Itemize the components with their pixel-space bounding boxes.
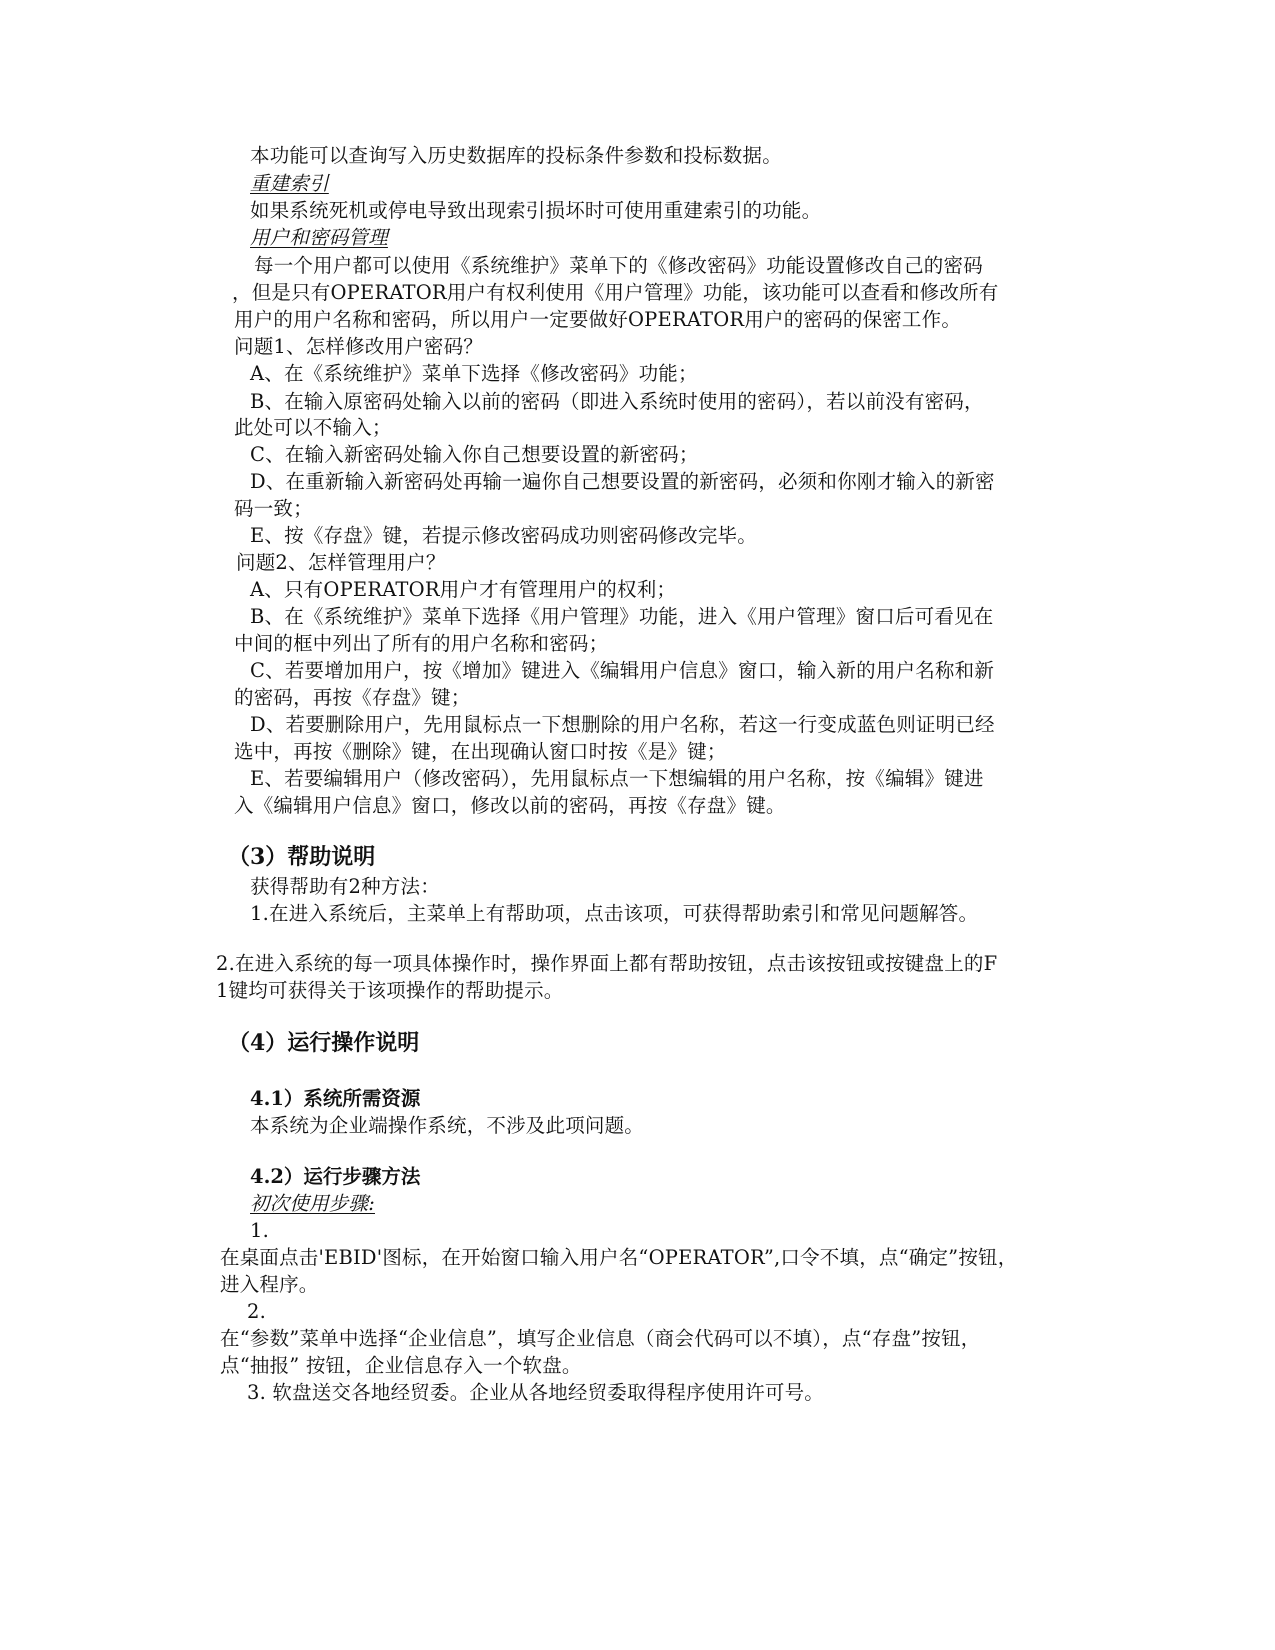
q2-step-c-line1: C、若要增加用户，按《增加》键进入《编辑用户信息》窗口，输入新的用户名称和新: [250, 659, 995, 682]
rebuild-index-heading: 重建索引: [250, 172, 329, 195]
q2-step-b-line2: 中间的框中列出了所有的用户名称和密码；: [234, 632, 609, 655]
step-1-line2: 进入程序。: [220, 1273, 319, 1296]
rebuild-index-text: 如果系统死机或停电导致出现索引损坏时可使用重建索引的功能。: [250, 199, 822, 222]
q2-step-d-line2: 选中，再按《删除》键，在出现确认窗口时按《是》键；: [234, 740, 727, 763]
user-password-heading: 用户和密码管理: [250, 226, 388, 249]
step-2-line1: 在“参数”菜单中选择“企业信息”，填写企业信息（商会代码可以不填），点“存盘”按钮，: [220, 1327, 981, 1350]
q1-step-b-line1: B、在输入原密码处输入以前的密码（即进入系统时使用的密码），若以前没有密码，: [250, 390, 984, 413]
q1-step-c: C、在输入新密码处输入你自己想要设置的新密码；: [250, 443, 699, 466]
user-password-text-1: 每一个用户都可以使用《系统维护》菜单下的《修改密码》功能设置修改自己的密码: [254, 254, 983, 277]
step-1-number: 1.: [250, 1219, 270, 1242]
help-method-2-line1: 2.在进入系统的每一项具体操作时，操作界面上都有帮助按钮，点击该按钮或按键盘上的F: [216, 952, 998, 975]
q1-step-d-line2: 码一致；: [234, 497, 313, 520]
question-2-title: 问题2、怎样管理用户？: [236, 551, 446, 574]
section-4-2-heading: 4.2）运行步骤方法: [250, 1165, 421, 1188]
help-method-2-line2: 1键均可获得关于该项操作的帮助提示。: [216, 979, 564, 1002]
q1-step-b-line2: 此处可以不输入；: [234, 416, 392, 439]
first-use-heading: 初次使用步骤:: [250, 1192, 375, 1215]
section-4-1-heading: 4.1）系统所需资源: [250, 1087, 421, 1110]
run-heading: （4）运行操作说明: [228, 1030, 420, 1056]
query-history-text: 本功能可以查询写入历史数据库的投标条件参数和投标数据。: [250, 144, 782, 167]
q2-step-e-line1: E、若要编辑用户（修改密码），先用鼠标点一下想编辑的用户名称，按《编辑》键进: [250, 767, 984, 790]
q2-step-b-line1: B、在《系统维护》菜单下选择《用户管理》功能，进入《用户管理》窗口后可看见在: [250, 605, 994, 628]
q1-step-d-line1: D、在重新输入新密码处再输一遍你自己想要设置的新密码，必须和你刚才输入的新密: [250, 470, 995, 493]
help-heading: （3）帮助说明: [228, 844, 376, 870]
step-1-line1: 在桌面点击'EBID'图标，在开始窗口输入用户名“OPERATOR”,口令不填，点“确定”按钮，: [220, 1246, 1018, 1269]
step-2-number: 2.: [247, 1300, 267, 1323]
step-3: 3. 软盘送交各地经贸委。企业从各地经贸委取得程序使用许可号。: [247, 1381, 825, 1404]
q2-step-d-line1: D、若要删除用户，先用鼠标点一下想删除的用户名称，若这一行变成蓝色则证明已经: [250, 713, 995, 736]
help-method-1: 1.在进入系统后，主菜单上有帮助项，点击该项，可获得帮助索引和常见问题解答。: [250, 902, 979, 925]
user-password-text-3: 用户的用户名称和密码，所以用户一定要做好OPERATOR用户的密码的保密工作。: [234, 308, 962, 331]
step-2-line2: 点“抽报” 按钮，企业信息存入一个软盘。: [220, 1354, 582, 1377]
section-4-1-text: 本系统为企业端操作系统，不涉及此项问题。: [250, 1114, 645, 1137]
q1-step-e: E、按《存盘》键，若提示修改密码成功则密码修改完毕。: [250, 524, 757, 547]
q2-step-c-line2: 的密码，再按《存盘》键；: [234, 686, 471, 709]
help-intro: 获得帮助有2种方法：: [250, 875, 440, 898]
user-password-text-2: ，但是只有OPERATOR用户有权利使用《用户管理》功能，该功能可以查看和修改所有: [232, 281, 999, 304]
q2-step-a: A、只有OPERATOR用户才有管理用户的权利；: [250, 578, 677, 601]
q1-step-a: A、在《系统维护》菜单下选择《修改密码》功能；: [250, 362, 698, 385]
q2-step-e-line2: 入《编辑用户信息》窗口，修改以前的密码，再按《存盘》键。: [234, 794, 786, 817]
question-1-title: 问题1、怎样修改用户密码？: [234, 335, 484, 358]
